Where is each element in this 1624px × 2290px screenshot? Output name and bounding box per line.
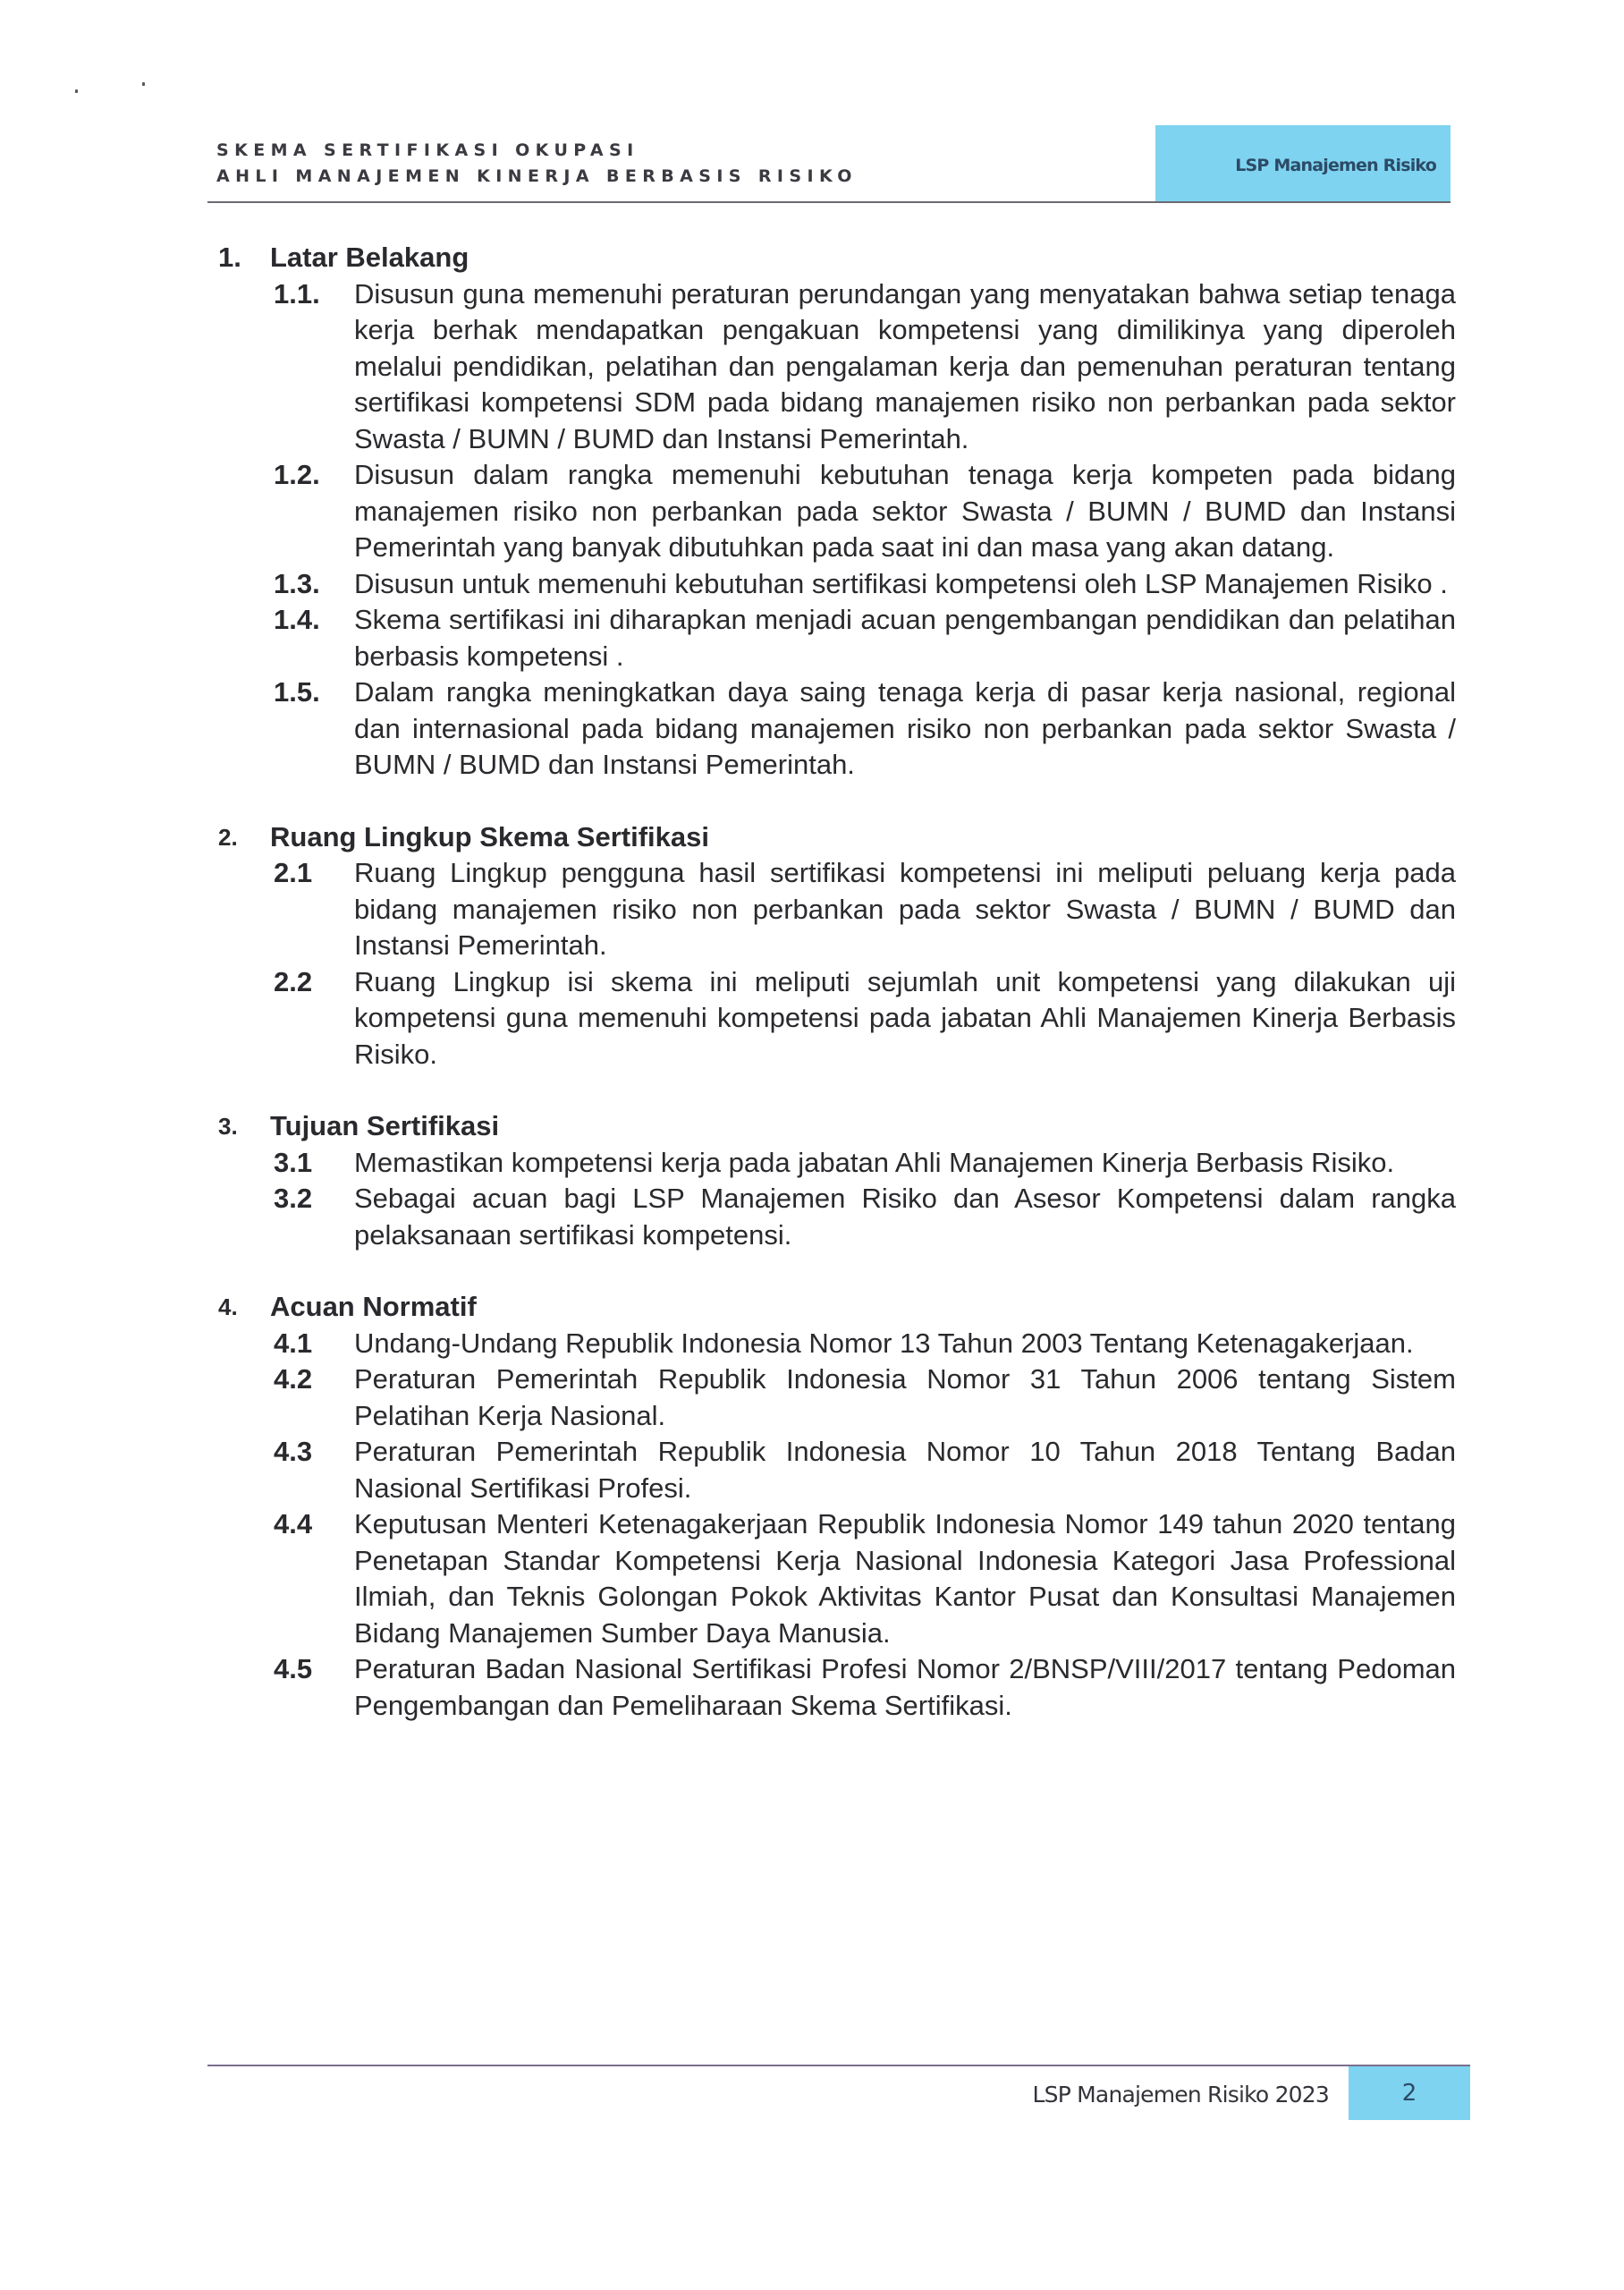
item-text: Disusun untuk memenuhi kebutuhan sertifikasi kompetensi oleh LSP Manajemen Risiko . — [354, 567, 1448, 599]
list-item — [218, 1506, 1456, 1651]
section-heading — [218, 819, 1456, 856]
item-number: 4.2 — [274, 1363, 313, 1395]
item-text: Undang-Undang Republik Indonesia Nomor 13 Tahun 2003 Tentang Ketenagakerjaan. — [354, 1327, 1414, 1359]
section-4 — [218, 1289, 1456, 1724]
section-title: Acuan Normatif — [270, 1291, 477, 1322]
section-3 — [218, 1108, 1456, 1253]
list-item — [218, 674, 1456, 784]
item-number: 2.1 — [274, 857, 313, 888]
section-number: 2. — [218, 823, 238, 851]
list-item — [218, 855, 1456, 964]
list-item — [218, 1326, 1456, 1362]
item-number: 4.1 — [274, 1327, 313, 1359]
section-heading — [218, 240, 1456, 276]
section-title: Latar Belakang — [270, 242, 469, 273]
header-badge-label: LSP Manajemen Risiko — [1235, 156, 1436, 175]
item-text: Peraturan Pemerintah Republik Indonesia Nomor 10 Tahun 2018 Tentang Badan Nasional Sertifikasi Profesi. — [354, 1436, 1456, 1504]
item-number: 1.2. — [274, 459, 320, 490]
document-body — [218, 240, 1456, 1760]
item-number: 3.1 — [274, 1146, 313, 1178]
section-number: 4. — [218, 1293, 238, 1320]
scan-speck — [142, 82, 145, 86]
list-item — [218, 1145, 1456, 1182]
section-2 — [218, 819, 1456, 1073]
item-text: Keputusan Menteri Ketenagakerjaan Republik Indonesia Nomor 149 tahun 2020 tentang Penetapan Standar Kompetensi Kerja Nasional Indonesia Kategori Jasa Professional Ilmiah, dan Teknis Golongan Pokok Aktivitas Kantor Pusat dan Konsultasi Manajemen Bidang Manajemen Sumber Daya Manusia. — [354, 1508, 1456, 1649]
section-number: 1. — [218, 242, 241, 273]
item-text: Disusun dalam rangka memenuhi kebutuhan tenaga kerja kompeten pada bidang manajemen risiko non perbankan pada sektor Swasta / BUMN / BUMD dan Instansi Pemerintah yang banyak dibutuhkan pada saat ini dan masa yang akan datang. — [354, 459, 1456, 563]
page-number: 2 — [1401, 2080, 1417, 2107]
item-text: Peraturan Pemerintah Republik Indonesia Nomor 31 Tahun 2006 tentang Sistem Pelatihan Kerja Nasional. — [354, 1363, 1456, 1431]
item-text: Memastikan kompetensi kerja pada jabatan Ahli Manajemen Kinerja Berbasis Risiko. — [354, 1146, 1395, 1178]
page-number-badge — [1349, 2066, 1470, 2120]
item-number: 4.5 — [274, 1653, 313, 1684]
item-text: Ruang Lingkup pengguna hasil sertifikasi kompetensi ini meliputi peluang kerja pada bidang manajemen risiko non perbankan pada sektor Swasta / BUMN / BUMD dan Instansi Pemerintah. — [354, 857, 1456, 961]
item-number: 1.1. — [274, 277, 320, 310]
list-item — [218, 964, 1456, 1073]
item-text: Skema sertifikasi ini diharapkan menjadi acuan pengembangan pendidikan dan pelatihan berbasis kompetensi . — [354, 604, 1456, 672]
item-number: 1.4. — [274, 604, 320, 635]
item-number: 2.2 — [274, 965, 313, 997]
list-item — [218, 276, 1456, 458]
header-line-2: AHLI MANAJEMEN KINERJA BERBASIS RISIKO — [216, 166, 858, 186]
list-item — [218, 602, 1456, 674]
header-divider — [207, 201, 1451, 203]
item-number: 4.3 — [274, 1436, 313, 1467]
item-number: 4.4 — [274, 1508, 313, 1539]
section-number: 3. — [218, 1113, 238, 1140]
item-text: Ruang Lingkup isi skema ini meliputi sejumlah unit kompetensi yang dilakukan uji kompetensi guna memenuhi kompetensi pada jabatan Ahli Manajemen Kinerja Berbasis Risiko. — [354, 965, 1456, 1070]
section-title: Tujuan Sertifikasi — [270, 1110, 500, 1141]
item-text: Dalam rangka meningkatkan daya saing tenaga kerja di pasar kerja nasional, regional dan internasional pada bidang manajemen risiko non perbankan pada sektor Swasta / BUMN / BUMD dan Instansi Pemerintah. — [354, 676, 1456, 780]
section-1 — [218, 240, 1456, 784]
item-text: Disusun guna memenuhi peraturan perundangan yang menyatakan bahwa setiap tenaga kerja berhak mendapatkan pengakuan kompetensi yang dimilikinya yang diperoleh melalui pendidikan, pelatihan dan pengalaman kerja dan pemenuhan peraturan tentang sertifikasi kompetensi SDM pada bidang manajemen risiko non perbankan pada sektor Swasta / BUMN / BUMD dan Instansi Pemerintah. — [354, 277, 1456, 454]
item-text: Sebagai acuan bagi LSP Manajemen Risiko dan Asesor Kompetensi dalam rangka pelaksanaan sertifikasi kompetensi. — [354, 1183, 1456, 1251]
item-number: 3.2 — [274, 1183, 313, 1214]
list-item — [218, 1361, 1456, 1434]
item-number: 1.3. — [274, 567, 320, 599]
header-line-1: SKEMA SERTIFIKASI OKUPASI — [216, 140, 639, 160]
list-item — [218, 566, 1456, 603]
document-header-title — [216, 138, 858, 190]
item-text: Peraturan Badan Nasional Sertifikasi Profesi Nomor 2/BNSP/VIII/2017 tentang Pedoman Pengembangan dan Pemeliharaan Skema Sertifikasi. — [354, 1653, 1456, 1721]
list-item — [218, 457, 1456, 566]
section-title: Ruang Lingkup Skema Sertifikasi — [270, 820, 709, 852]
footer-divider — [207, 2065, 1470, 2066]
header-badge — [1155, 125, 1451, 202]
item-number: 1.5. — [274, 676, 320, 708]
section-heading — [218, 1108, 1456, 1145]
list-item — [218, 1651, 1456, 1724]
list-item — [218, 1434, 1456, 1506]
footer-text: LSP Manajemen Risiko 2023 — [1032, 2082, 1329, 2108]
section-heading — [218, 1289, 1456, 1326]
scan-speck — [75, 89, 78, 93]
list-item — [218, 1181, 1456, 1253]
